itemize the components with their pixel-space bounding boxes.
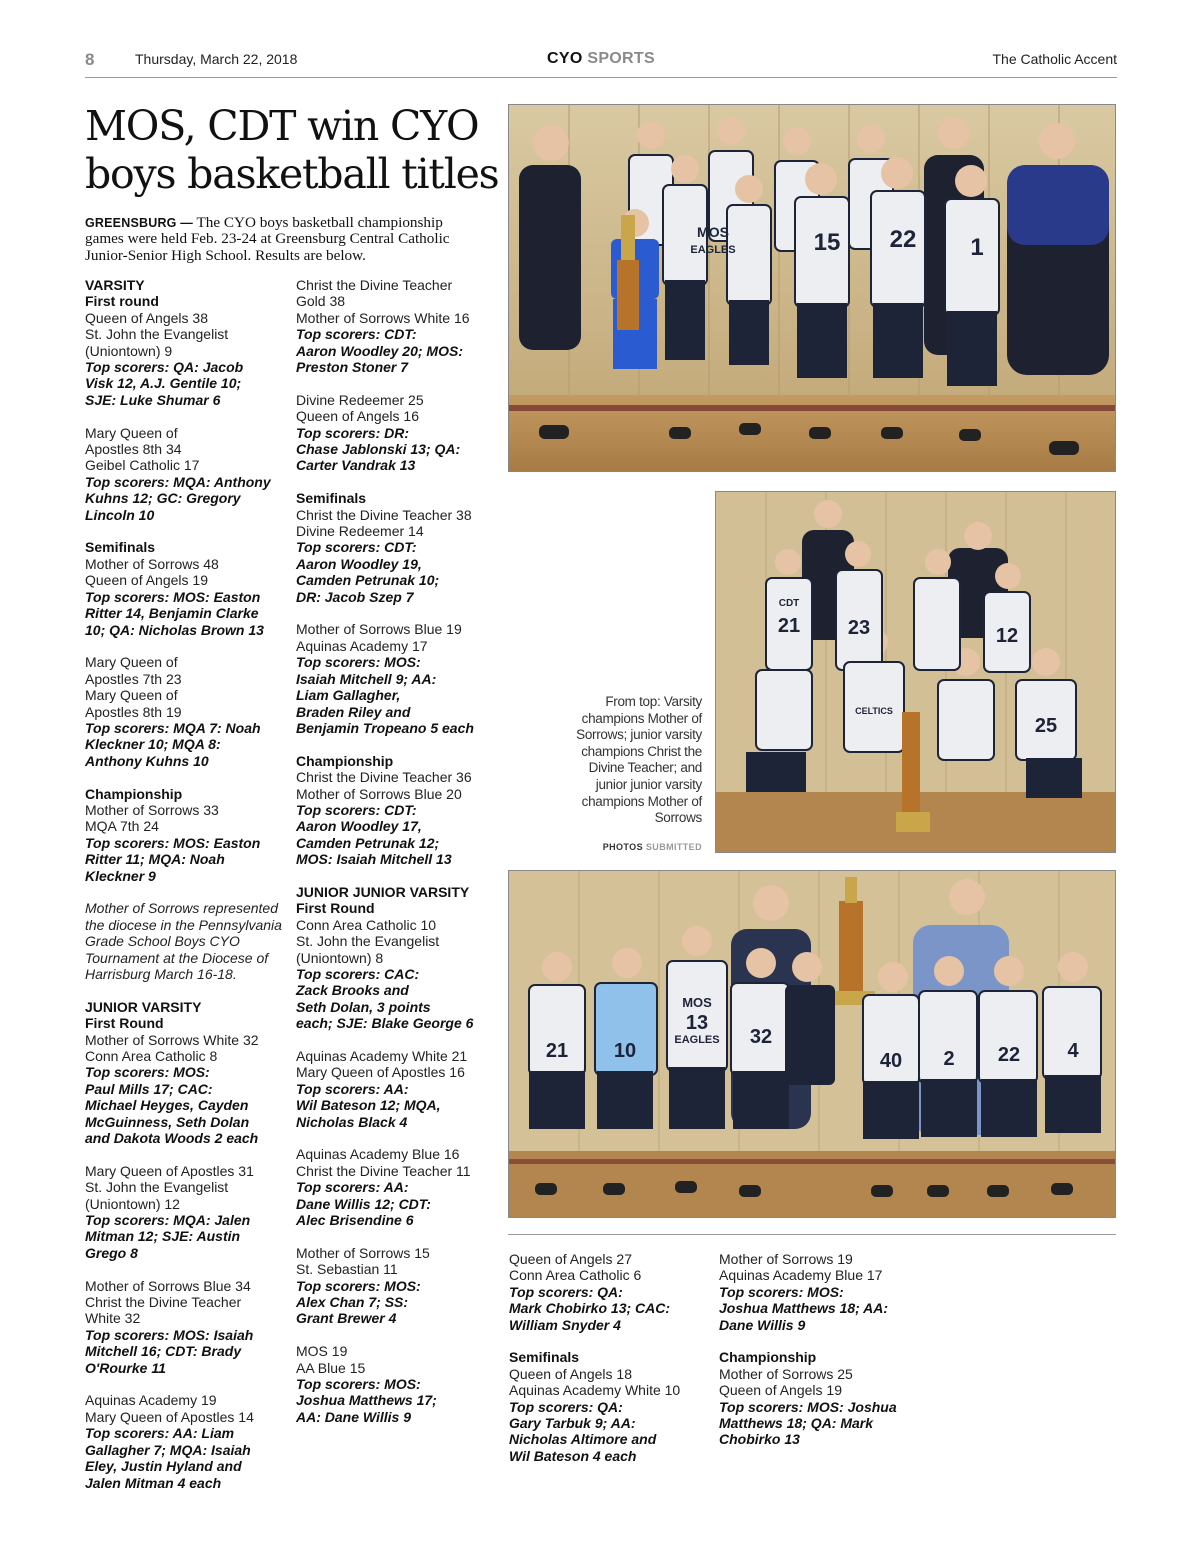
top-scorers: Top scorers: DR: — [296, 424, 410, 441]
game-score: (Uniontown) 8 — [296, 949, 384, 966]
dateline: GREENSBURG — — [85, 216, 193, 230]
jersey-text: 4 — [1067, 1040, 1079, 1062]
intro-text: The CYO boys basketball championship games were held Feb. 23-24 at Greensburg Central Catholic Junior-Senior High School. Results are below. — [85, 214, 450, 264]
top-scorers: Top scorers: QA: — [509, 1398, 623, 1415]
result-block — [296, 621, 496, 736]
jersey-text: 15 — [813, 229, 841, 256]
jersey-text: 21 — [545, 1040, 569, 1062]
result-block — [296, 1343, 496, 1425]
round-heading: Semifinals — [85, 539, 156, 556]
top-scorers: Wil Bateson 12; MQA, — [296, 1097, 441, 1114]
result-block — [85, 539, 285, 637]
game-score: Mary Queen of Apostles 14 — [85, 1408, 254, 1425]
jersey-text: EAGLES — [674, 1034, 720, 1046]
top-scorers: Paul Mills 17; CAC: — [85, 1080, 213, 1097]
result-block — [296, 1245, 496, 1327]
caption-line: champions Christ the — [581, 743, 702, 759]
result-block — [296, 392, 496, 474]
result-block — [296, 277, 496, 375]
game-score: Aquinas Academy Blue 17 — [719, 1267, 883, 1284]
game-score: Mother of Sorrows White 32 — [85, 1031, 259, 1048]
jersey-text: CELTICS — [855, 706, 893, 716]
headline-line: MOS, CDT win CYO — [85, 102, 479, 150]
result-block — [296, 1048, 496, 1130]
game-score: Christ the Divine Teacher — [85, 1294, 242, 1311]
top-scorers: Top scorers: MOS: — [719, 1283, 844, 1300]
game-score: Apostles 8th 34 — [85, 441, 182, 458]
game-score: Mother of Sorrows 25 — [719, 1365, 853, 1382]
top-scorers: MOS: Isaiah Mitchell 13 — [296, 851, 452, 868]
jersey-text: 32 — [749, 1026, 773, 1048]
top-scorers: Camden Petrunak 12; — [296, 834, 440, 851]
game-score: Queen of Angels 19 — [85, 572, 208, 589]
tournament-note: Mother of Sorrows represented — [85, 900, 278, 917]
jersey-text: 1 — [970, 234, 984, 261]
game-score: St. John the Evangelist — [296, 933, 440, 950]
top-scorers: Wil Bateson 4 each — [509, 1447, 637, 1464]
round-heading: First round — [85, 293, 159, 310]
game-score: Aquinas Academy Blue 16 — [296, 1146, 460, 1163]
section-label-bold: CYO — [547, 50, 583, 67]
tournament-note: Tournament at the Diocese of — [85, 949, 269, 966]
top-scorers: Joshua Matthews 17; — [296, 1392, 437, 1409]
round-heading: First Round — [85, 1015, 164, 1032]
page-header — [85, 46, 1117, 78]
top-scorers: Aaron Woodley 19, — [296, 555, 422, 572]
round-heading: Championship — [85, 785, 183, 802]
top-scorers: Alec Brisendine 6 — [296, 1212, 414, 1229]
top-scorers: Isaiah Mitchell 9; AA: — [296, 670, 437, 687]
top-scorers: Top scorers: QA: Jacob — [85, 359, 244, 376]
top-scorers: Visk 12, A.J. Gentile 10; — [85, 375, 242, 392]
caption-line: Divine Teacher; and — [588, 760, 702, 776]
game-score: Aquinas Academy 19 — [85, 1392, 217, 1409]
top-scorers: SJE: Luke Shumar 6 — [85, 391, 221, 408]
top-scorers: Gallagher 7; MQA: Isaiah — [85, 1441, 251, 1458]
game-score: Christ the Divine Teacher 38 — [296, 506, 472, 523]
top-scorers: Top scorers: CDT: — [296, 801, 417, 818]
photo-credit-light: SUBMITTED — [645, 842, 702, 852]
top-scorers: Top scorers: CDT: — [296, 326, 417, 343]
top-scorers: Mitman 12; SJE: Austin — [85, 1228, 241, 1245]
game-score: Mother of Sorrows 19 — [719, 1251, 853, 1267]
jv-team-photo — [715, 491, 1116, 853]
issue-date: Thursday, March 22, 2018 — [135, 51, 298, 67]
game-score: Queen of Angels 19 — [719, 1382, 842, 1399]
result-block — [296, 753, 496, 868]
caption-line: Sorrows — [654, 810, 702, 826]
game-score: Aquinas Academy White 21 — [296, 1048, 468, 1064]
game-score: Queen of Angels 38 — [85, 309, 208, 326]
top-scorers: Chobirko 13 — [719, 1431, 800, 1448]
jjv-team-photo — [508, 870, 1116, 1218]
division-heading: JUNIOR JUNIOR VARSITY — [296, 883, 470, 900]
top-scorers: 10; QA: Nicholas Brown 13 — [85, 621, 264, 638]
top-scorers: Top scorers: MOS: — [296, 654, 421, 671]
top-scorers: Top scorers: MQA: Jalen — [85, 1212, 251, 1229]
results-column-3 — [509, 1251, 709, 1481]
result-block — [296, 490, 496, 605]
top-scorers: Aaron Woodley 17, — [296, 818, 422, 835]
jersey-text: 13 — [685, 1012, 709, 1034]
jersey-text: 10 — [613, 1040, 637, 1062]
top-scorers: Jalen Mitman 4 each — [85, 1474, 222, 1491]
game-score: Gold 38 — [296, 293, 346, 310]
caption-line: champions Mother of — [581, 710, 702, 726]
top-scorers: DR: Jacob Szep 7 — [296, 588, 414, 605]
tournament-note: the diocese in the Pennsylvania — [85, 916, 282, 933]
round-heading: Championship — [296, 752, 394, 769]
game-score: Queen of Angels 16 — [296, 408, 419, 425]
jersey-text: 22 — [997, 1044, 1021, 1066]
top-scorers: Michael Heyges, Cayden — [85, 1097, 249, 1114]
top-scorers: Top scorers: MOS: — [296, 1376, 421, 1393]
top-scorers: AA: Dane Willis 9 — [296, 1408, 412, 1425]
game-score: MOS 19 — [296, 1343, 348, 1360]
game-score: Queen of Angels 18 — [509, 1365, 632, 1382]
game-score: Apostles 7th 23 — [85, 670, 182, 687]
top-scorers: Top scorers: MOS: Isaiah — [85, 1326, 254, 1343]
game-score: Mother of Sorrows 15 — [296, 1244, 430, 1261]
game-score: Mary Queen of — [85, 687, 178, 704]
jersey-text: 40 — [879, 1050, 903, 1072]
round-heading: Semifinals — [296, 490, 367, 507]
top-scorers: Gary Tarbuk 9; AA: — [509, 1415, 636, 1432]
top-scorers: and Dakota Woods 2 each — [85, 1130, 259, 1147]
top-scorers: McGuinness, Seth Dolan — [85, 1113, 250, 1130]
result-block — [509, 1251, 709, 1333]
game-score: St. John the Evangelist — [85, 326, 229, 343]
top-scorers: Mitchell 16; CDT: Brady — [85, 1343, 242, 1360]
result-block — [719, 1251, 919, 1333]
result-block — [85, 277, 285, 408]
top-scorers: Top scorers: AA: — [296, 1080, 409, 1097]
divider — [508, 1234, 1116, 1235]
game-score: Aquinas Academy 17 — [296, 637, 428, 654]
tournament-note: Grade School Boys CYO — [85, 933, 240, 950]
game-score: AA Blue 15 — [296, 1359, 366, 1376]
top-scorers: William Snyder 4 — [509, 1316, 621, 1333]
headline — [85, 102, 499, 198]
game-score: Conn Area Catholic 8 — [85, 1048, 218, 1064]
top-scorers: Ritter 11; MQA: Noah — [85, 851, 225, 868]
top-scorers: Chase Jablonski 13; QA: — [296, 441, 461, 458]
top-scorers: Matthews 18; QA: Mark — [719, 1415, 874, 1432]
game-score: Mary Queen of Apostles 16 — [296, 1064, 465, 1081]
game-score: St. Sebastian 11 — [296, 1261, 398, 1278]
result-block — [296, 1146, 496, 1228]
game-score: Divine Redeemer 14 — [296, 523, 424, 540]
game-score: Mary Queen of Apostles 31 — [85, 1162, 254, 1179]
game-score: Queen of Angels 27 — [509, 1251, 632, 1267]
caption-line: From top: Varsity — [605, 694, 702, 709]
top-scorers: Ritter 14, Benjamin Clarke — [85, 605, 259, 622]
varsity-team-photo-image — [509, 105, 1116, 472]
top-scorers: Top scorers: MOS: — [85, 1064, 210, 1081]
jersey-text: 21 — [777, 615, 801, 637]
top-scorers: Grego 8 — [85, 1244, 138, 1261]
game-score: Mary Queen of — [85, 424, 178, 441]
game-score: Mother of Sorrows Blue 20 — [296, 785, 462, 802]
result-block — [85, 786, 285, 884]
game-score: Christ the Divine Teacher 11 — [296, 1162, 471, 1179]
results-column-2 — [296, 277, 496, 1442]
top-scorers: Top scorers: MOS: Easton — [85, 588, 261, 605]
game-score: Geibel Catholic 17 — [85, 457, 200, 474]
top-scorers: Alex Chan 7; SS: — [296, 1294, 409, 1311]
page-number: 8 — [85, 50, 95, 69]
game-score: Mother of Sorrows 33 — [85, 801, 219, 818]
jersey-text: 12 — [995, 625, 1019, 647]
top-scorers: Kuhns 12; GC: Gregory — [85, 490, 241, 507]
top-scorers: Zack Brooks and — [296, 982, 409, 999]
top-scorers: Braden Riley and — [296, 703, 411, 720]
top-scorers: each; SJE: Blake George 6 — [296, 1015, 474, 1032]
jersey-text: EAGLES — [690, 244, 736, 256]
result-block — [85, 900, 285, 982]
game-score: (Uniontown) 12 — [85, 1195, 180, 1212]
tournament-note: Harrisburg March 16-18. — [85, 965, 237, 982]
caption-line: champions Mother of — [581, 793, 702, 809]
game-score: Apostles 8th 19 — [85, 703, 182, 720]
top-scorers: Nicholas Altimore and — [509, 1431, 657, 1448]
top-scorers: Camden Petrunak 10; — [296, 572, 440, 589]
section-label-light: SPORTS — [587, 50, 655, 67]
top-scorers: Liam Gallagher, — [296, 687, 401, 704]
results-column-4 — [719, 1251, 919, 1464]
top-scorers: Seth Dolan, 3 points — [296, 998, 431, 1015]
publication-name: The Catholic Accent — [992, 51, 1117, 67]
result-block — [85, 999, 285, 1147]
headline-line: boys basketball titles — [85, 150, 499, 198]
caption-line: junior junior varsity — [595, 776, 702, 792]
top-scorers: Benjamin Tropeano 5 each — [296, 719, 474, 736]
top-scorers: Kleckner 10; MQA 8: — [85, 736, 221, 753]
top-scorers: Anthony Kuhns 10 — [85, 752, 209, 769]
round-heading: Championship — [719, 1349, 817, 1366]
top-scorers: Top scorers: AA: — [296, 1179, 409, 1196]
top-scorers: Eley, Justin Hyland and — [85, 1458, 242, 1475]
game-score: Mother of Sorrows 48 — [85, 555, 219, 572]
section-label — [85, 50, 1117, 68]
top-scorers: Aaron Woodley 20; MOS: — [296, 342, 463, 359]
results-column-1 — [85, 277, 285, 1507]
top-scorers: O'Rourke 11 — [85, 1359, 166, 1376]
game-score: Divine Redeemer 25 — [296, 391, 424, 408]
division-heading: JUNIOR VARSITY — [85, 998, 202, 1015]
result-block — [85, 654, 285, 769]
jersey-text: MOS — [697, 224, 729, 240]
result-block — [85, 1278, 285, 1376]
game-score: St. John the Evangelist — [85, 1179, 229, 1196]
game-score: White 32 — [85, 1310, 141, 1327]
top-scorers: Top scorers: CAC: — [296, 965, 420, 982]
round-heading: First Round — [296, 900, 375, 917]
jv-team-photo-image — [716, 492, 1116, 853]
result-block — [85, 425, 285, 523]
jersey-text: 2 — [943, 1048, 955, 1070]
top-scorers: Preston Stoner 7 — [296, 359, 409, 376]
jersey-text: 23 — [847, 617, 871, 639]
top-scorers: Top scorers: MQA 7: Noah — [85, 719, 261, 736]
result-block — [85, 1163, 285, 1261]
game-score: MQA 7th 24 — [85, 818, 159, 835]
game-score: Christ the Divine Teacher 36 — [296, 769, 472, 786]
caption-line: Sorrows; junior varsity — [576, 727, 702, 743]
game-score: Mother of Sorrows Blue 19 — [296, 621, 462, 638]
game-score: Conn Area Catholic 6 — [509, 1267, 642, 1284]
top-scorers: Top scorers: AA: Liam — [85, 1425, 235, 1442]
jersey-text: 25 — [1034, 715, 1058, 737]
jersey-text: MOS — [682, 995, 712, 1010]
top-scorers: Top scorers: MOS: Joshua — [719, 1398, 897, 1415]
top-scorers: Top scorers: QA: — [509, 1283, 623, 1300]
article-intro — [85, 215, 485, 264]
jersey-text: 22 — [889, 226, 917, 253]
game-score: Christ the Divine Teacher — [296, 277, 453, 293]
top-scorers: Dane Willis 12; CDT: — [296, 1195, 431, 1212]
jersey-text: CDT — [778, 598, 800, 609]
game-score: Conn Area Catholic 10 — [296, 916, 437, 933]
top-scorers: Top scorers: CDT: — [296, 539, 417, 556]
game-score: Mother of Sorrows White 16 — [296, 309, 470, 326]
top-scorers: Dane Willis 9 — [719, 1316, 806, 1333]
result-block — [85, 1392, 285, 1490]
game-score: Mother of Sorrows Blue 34 — [85, 1277, 251, 1294]
top-scorers: Grant Brewer 4 — [296, 1310, 397, 1327]
result-block — [719, 1349, 919, 1447]
result-block — [509, 1349, 709, 1464]
jjv-team-photo-image — [509, 871, 1116, 1218]
top-scorers: Kleckner 9 — [85, 867, 156, 884]
photo-credit-bold: PHOTOS — [602, 842, 643, 852]
top-scorers: Carter Vandrak 13 — [296, 457, 416, 474]
top-scorers: Top scorers: MQA: Anthony — [85, 473, 271, 490]
game-score: Mary Queen of — [85, 654, 178, 671]
game-score: Aquinas Academy White 10 — [509, 1382, 681, 1399]
photo-caption — [560, 694, 702, 827]
game-score: (Uniontown) 9 — [85, 342, 173, 359]
top-scorers: Lincoln 10 — [85, 506, 155, 523]
result-block — [296, 884, 496, 1032]
top-scorers: Top scorers: MOS: — [296, 1277, 421, 1294]
photo-credit — [560, 842, 702, 852]
varsity-team-photo — [508, 104, 1116, 472]
top-scorers: Nicholas Black 4 — [296, 1113, 408, 1130]
top-scorers: Joshua Matthews 18; AA: — [719, 1300, 889, 1317]
division-heading: VARSITY — [85, 277, 145, 293]
top-scorers: Top scorers: MOS: Easton — [85, 834, 261, 851]
round-heading: Semifinals — [509, 1349, 580, 1366]
top-scorers: Mark Chobirko 13; CAC: — [509, 1300, 671, 1317]
